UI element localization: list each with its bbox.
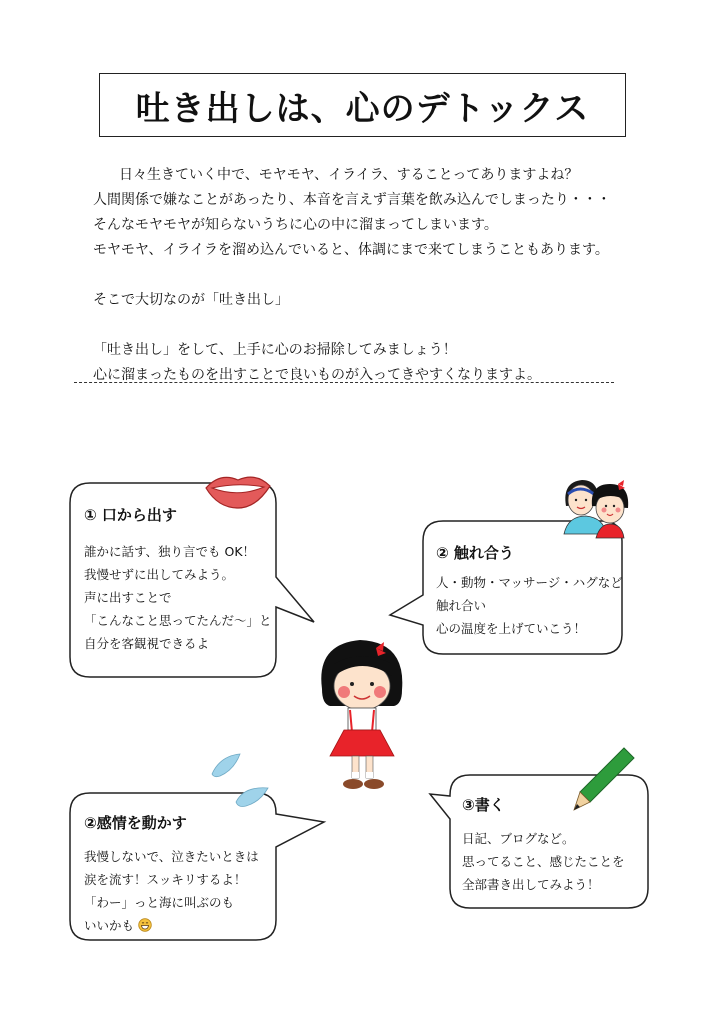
callout-line: 全部書き出してみよう！	[462, 877, 600, 892]
callout-line	[84, 914, 259, 937]
girl-illustration	[314, 634, 412, 794]
hugging-kids-icon	[556, 476, 634, 542]
intro-line: そんなモヤモヤが知らないうちに心の中に溜まってしまいます。	[93, 217, 498, 233]
callout-line: 心の温度を上げていこう！	[436, 621, 587, 636]
callout-line: 我慢せずに出してみよう。	[84, 567, 235, 582]
callout-line: 日記、ブログなど。	[462, 831, 575, 846]
grin-emoji-icon	[138, 918, 152, 932]
intro-line: 日々生きていく中で、モヤモヤ、イライラ、することってありますよね？	[119, 167, 579, 183]
callout-line: 自分を客観視できるよ	[84, 636, 210, 651]
callout-line: 思ってること、感じたことを	[462, 854, 625, 869]
intro-text	[93, 163, 653, 388]
intro-line: 「吐き出し」をして、上手に心のお掃除してみましょう！	[93, 342, 457, 358]
tear-drops-icon	[206, 752, 276, 808]
callout-line: 触れ合い	[436, 598, 487, 613]
callout-speak	[68, 482, 316, 682]
callout-heading: ② 触れ合う	[436, 544, 514, 562]
page-title: 吐き出しは、心のデトックス	[99, 73, 626, 137]
pencil-icon	[572, 746, 636, 812]
callout-heading: ③書く	[462, 796, 505, 814]
callout-line-text: いいかも	[84, 918, 135, 933]
callout-line: 声に出すことで	[84, 590, 172, 605]
callout-line: 人・動物・マッサージ・ハグなど	[436, 575, 623, 590]
callout-line: 涙を流す！スッキリするよ！	[84, 872, 247, 887]
callout-emotion	[68, 792, 326, 944]
callout-line: 「こんなこと思ってたんだ～」と	[84, 613, 272, 628]
callout-line: 誰かに話す、独り言でも OK！	[84, 544, 256, 559]
intro-highlight: そこで大切なのが「吐き出し」	[93, 292, 289, 308]
callout-line: 「わー」っと海に叫ぶのも	[84, 895, 235, 910]
intro-line: モヤモヤ、イライラを溜め込んでいると、体調にまで来てしまうこともあります。	[93, 242, 609, 258]
lips-icon	[204, 470, 272, 510]
callout-heading: ②感情を動かす	[84, 814, 187, 832]
intro-line: 人間関係で嫌なことがあったり、本音を言えず言葉を飲み込んでしまったり・・・	[93, 192, 611, 208]
intro-line: 心に溜まったものを出すことで良いものが入ってきやすくなりますよ。	[93, 367, 541, 383]
callout-heading: ① 口から出す	[84, 506, 177, 524]
callout-line: 我慢しないで、泣きたいときは	[84, 849, 259, 864]
dashed-divider	[74, 382, 614, 383]
